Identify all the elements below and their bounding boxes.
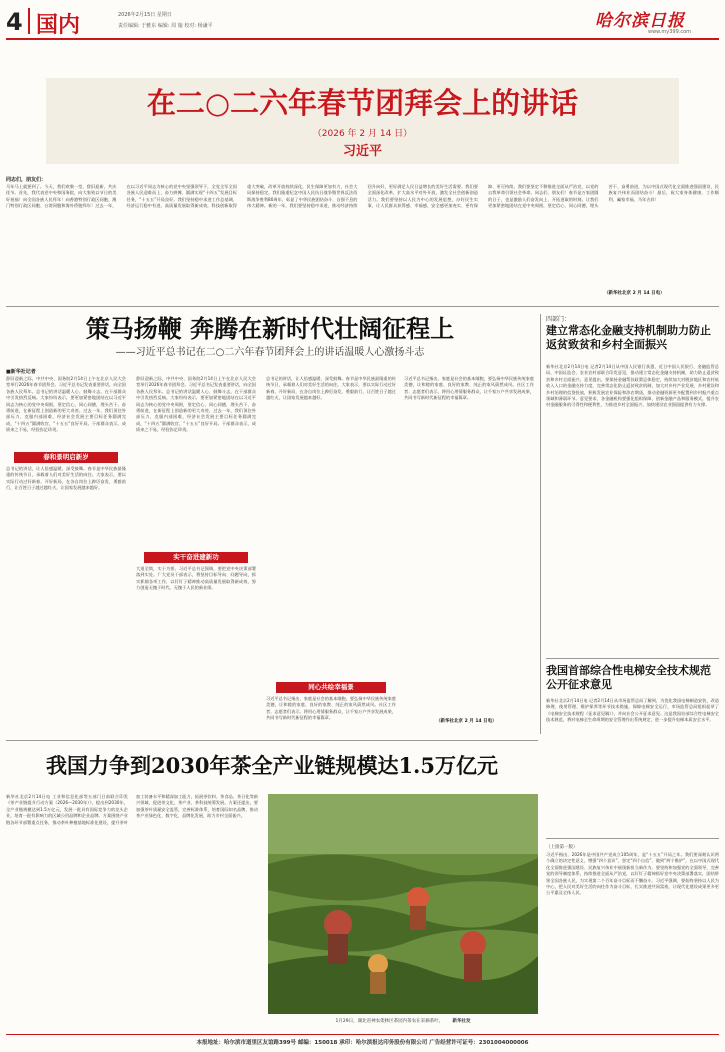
feature-subhead-3: 同心共绘幸福景 xyxy=(276,682,386,693)
feature-body: 辞旧迎新之际，中共中央、国务院2月14日上午在北京人民大会堂举行2026年春节团拜会。习近平总书记发表重要讲话，向全国各族人民拜年。总书记的讲话温暖人心、鼓舞斗志，在干部群众中引发热烈反响。大家纷纷表示，要更加紧密地团结在以习近平同志为核心的党中央周围，坚定信心、同心同德，埋头苦干、奋勇前进，在新征程上创造新的更大奇迹。过去一年，我们顶住外部压力、克服内部困难，经济社会发展主要目标任务圆满完成，“十四五”圆满收官，“十五五”良好开局。干部群众表示，成绩来之不易，经验弥足珍贵。 xyxy=(6,376,126,433)
masthead-logo: 哈尔滨日报 xyxy=(595,11,685,31)
elevator-body: 新华社北京2月14日电 记者2月14日从市场监管总局了解到，为优化我国电梯制造安装、改造修理、使用管理、维护保养等环节技术措施，保障电梯安全运行，市场监管总局组织起草了《电梯安全技术规程（征求意见稿）》，并向社会公开征求意见。这是我国首部综合性电梯安全技术规范，将对电梯全生命周期的安全管理作出系统规定，进一步提升电梯本质安全水平。 xyxy=(546,698,719,723)
lead-body: 马年马上就要到了。今天，我们欢聚一堂，辞旧迎新，共庆佳节。首先，我代表党中央和国务院，向大家致以节日的美好祝福！向全国各族人民拜年！向香港特别行政区同胞、澳门特别行政区同胞、台湾同胞和海外侨胞拜年！过去一年，在以习近平同志为核心的党中央坚强领导下，全党全军全国各族人民迎难而上、奋力拼搏，圆满实现“十四五”发展目标任务，“十五五”开局良好。我们坚持稳中求进工作总基调，经济运行稳中有进，高质量发展取得新成效，科技创新取得重大突破，改革开放持续深化，民生保障更加有力，社会大局保持稳定。我们隆重纪念中国人民抗日战争暨世界反法西斯战争胜利80周年，彰显了中华民族团结奋斗、自强不息的伟大精神。新的一年，我们要坚持稳中求进，推动经济持续回升向好，更好满足人民日益增长的美好生活需要。我们要全面深化改革，扩大高水平对外开放，激发全社会创新创造活力。我们要坚持以人民为中心的发展思想，办好民生实事，让人民群众获得感、幸福感、安全感更加充实、更有保障、更可持续。我们要坚定不移推进全面从严治党，以党的自我革命引领社会革命。同志们、朋友们！春节是万家团圆的日子，也是激励人们奋发向上、开拓进取的时刻。让我们更加紧密地团结在党中央周围，坚定信心、同心同德，埋头苦干、奋勇前进，为以中国式现代化全面推进强国建设、民族复兴伟业而团结奋斗！最后，祝大家身体健康、工作顺利、阖家幸福、马年吉祥！ xyxy=(6,184,719,209)
feature-sub3-body: 习近平总书记指出，家庭是社会的基本细胞，要弘扬中华民族传统家庭美德，让和睦的家庭、良好的家教、纯正的家风蔚然成风。社区工作者、志愿者们表示，将用心用情服务群众，让千家万户共享发展成果，共同书写新时代新征程的幸福篇章。 xyxy=(266,696,396,721)
footer-info: 本报地址：哈尔滨市道里区友谊路399号 邮编：150018 承印：哈尔滨报达印务股份有限公司 广告经营许可证号：2301004000006 xyxy=(196,1040,529,1046)
feature-article xyxy=(6,314,534,732)
caption-credit: 新华社发 xyxy=(452,1019,471,1024)
masthead-url: www.my399.com xyxy=(648,29,692,35)
page-header xyxy=(0,0,725,40)
tea-title: 我国力争到2030年茶全产业链规模达1.5万亿元 xyxy=(46,753,498,778)
feature-byline: ■新华社记者 xyxy=(6,369,36,375)
tea-article xyxy=(6,746,538,1030)
feature-subhead-1: 春和景明启新岁 xyxy=(14,452,118,463)
footer-rule xyxy=(6,1034,719,1035)
header-rule xyxy=(6,38,719,40)
feature-sub2-body: 大道至简，实干为要。习近平总书记强调，要把党中央决策部署落到实处。广大党员干部表示，将坚持目标导向、问题导向，抓实抓细各项工作，以钉钉子精神推动高质量发展取得新成效，努力创造无愧于时代、无愧于人民的新业绩。 xyxy=(136,566,256,591)
right-article-elevator xyxy=(546,664,719,834)
feature-title: 策马扬鞭 奔腾在新时代壮阔征程上 xyxy=(85,314,455,343)
right-column-divider xyxy=(540,314,541,734)
finance-body: 新华社北京2月14日电 记者2月14日从中国人民银行获悉，近日中国人民银行、金融监管总局、中国证监会、农业农村部联合印发意见，推动建立常态化金融支持机制，助力防止返贫致贫和乡村全面振兴。意见提出，要保持金融帮扶政策总体稳定，持续加大对脱贫地区和农村低收入人口的金融支持力度，完善常态化防止返贫致贫机制，加大对乡村产业发展、乡村建设和乡村治理的信贷投放，积极发展农业保险和涉农期货，推动金融资源更多配置到乡村振兴重点领域和薄弱环节。意见要求，各金融机构要强化组织保障，创新金融产品和服务模式，提升农村金融服务的可得性和便利性，为推进乡村全面振兴、加快建设农业强国提供有力支撑。 xyxy=(546,364,719,408)
right-divider-1 xyxy=(546,658,719,659)
finance-kicker: 四部门： xyxy=(546,316,571,323)
feature-subhead-2: 实干奋进建新功 xyxy=(144,552,248,563)
lead-date: （2026 年 2 月 14 日） xyxy=(312,129,413,139)
header-date: 2026年2月15日 星期日 xyxy=(118,12,172,18)
feature-col2-body: 辞旧迎新之际，中共中央、国务院2月14日上午在北京人民大会堂举行2026年春节团拜会。习近平总书记发表重要讲话，向全国各族人民拜年。总书记的讲话温暖人心、鼓舞斗志，在干部群众中引发热烈反响。大家纷纷表示，要更加紧密地团结在以习近平同志为核心的党中央周围，坚定信心、同心同德，埋头苦干、奋勇前进，在新征程上创造新的更大奇迹。过去一年，我们顶住外部压力、克服内部困难，经济社会发展主要目标任务圆满完成，“十四五”圆满收官，“十五五”良好开局。干部群众表示，成绩来之不易，经验弥足珍贵。 xyxy=(136,376,256,433)
tea-garden-photo xyxy=(268,794,538,1014)
tea-body: 新华社北京2月14日电 工业和信息化部等五部门日前联合印发《茶产业链提升行动方案（2026—2030年）》，提出到2030年，全产业链规模达到1.5万亿元，发展一批具有国际竞争力的龙头企业，培育一批有影响力的区域公用品牌和企业品牌。方案围绕产业链各环节部署重点任务，推动茶叶种植基地标准化建设，提升茶叶加工装备水平和精深加工能力，拓展茶饮料、茶食品、茶日化等新兴领域，促进茶文化、茶产业、茶科技统筹发展。方案还提出，要加强茶叶质量安全监管，完善标准体系，培育国际知名品牌，推动茶产业绿色化、数字化、品牌化发展，助力乡村全面振兴。 xyxy=(6,794,258,825)
finance-title: 建立常态化金融支持机制助力防止返贫致贫和乡村全面振兴 xyxy=(546,324,711,351)
continued-note: （上接第一版） xyxy=(546,845,578,850)
elevator-title: 我国首部综合性电梯安全技术规范公开征求意见 xyxy=(546,664,711,691)
lead-title: 在二○二六年春节团拜会上的讲话 xyxy=(146,86,579,120)
lead-greeting: 同志们，朋友们： xyxy=(6,177,47,183)
lead-divider xyxy=(6,306,719,307)
feature-sub1-body: 总书记的讲话，让人倍感温暖、深受鼓舞。春节是中华民族最隆重的传统节日，承载着人们对美好生活的向往。大家表示，要以实际行动过好新春、开好新局，在各自岗位上踔厉奋发、勇毅前行，让百姓日子越过越红火，让国家发展越来越好。 xyxy=(6,466,126,491)
continued-body: 习近平指出，2026年是中国共产党成立105周年，是“十五五”开局之年。我们要深刻认识两个确立的决定性意义，增强“四个意识”、坚定“四个自信”、做到“两个维护”，在以中国式现代化全面推进强国建设、民族复兴伟业中展现新担当新作为。要坚持和加强党的全面领导，完善党的领导制度体系，持续推进全面从严治党，以钉钉子精神抓好党中央决策部署落实，团结带领全国各族人民，为实现第二个百年奋斗目标而不懈奋斗。习近平强调，要始终坚持以人民为中心，把人民对美好生活的向往作为奋斗目标，扎实推进共同富裕，让现代化建设成果更多更公平惠及全体人民。 xyxy=(546,852,719,896)
feature-col4-body: 习近平总书记指出，家庭是社会的基本细胞，要弘扬中华民族传统家庭美德，让和睦的家庭、良好的家教、纯正的家风蔚然成风。社区工作者、志愿者们表示，将用心用情服务群众，让千家万户共享发展成果，共同书写新时代新征程的幸福篇章。 xyxy=(404,376,534,401)
right-divider-2 xyxy=(546,838,719,839)
lead-source: （新华社北京 2 月 14 日电） xyxy=(604,291,665,296)
feature-source: （新华社北京 2 月 14 日电） xyxy=(436,719,497,724)
page-number: 4 xyxy=(6,8,23,36)
right-article-continued xyxy=(546,844,719,1022)
feature-col3-body: 总书记的讲话，让人倍感温暖、深受鼓舞。春节是中华民族最隆重的传统节日，承载着人们对美好生活的向往。大家表示，要以实际行动过好新春、开好新局，在各自岗位上踔厉奋发、勇毅前行，让百姓日子越过越红火，让国家发展越来越好。 xyxy=(266,376,396,401)
tea-photo-caption xyxy=(268,1018,538,1024)
lead-author: 习近平 xyxy=(342,144,382,159)
header-divider xyxy=(28,8,30,34)
bottom-divider xyxy=(6,740,538,741)
tea-photo xyxy=(268,794,538,1014)
header-editors: 责任编辑: 于雅东 编辑: 周 璇 校对: 杨谦平 xyxy=(118,23,213,29)
right-article-finance xyxy=(546,314,719,654)
section-name: 国内 xyxy=(36,12,81,38)
caption-text: 1月29日，湖北省神农架林区茶园内茶农在采摘茶叶。 xyxy=(335,1019,444,1024)
lead-article xyxy=(6,48,719,298)
feature-subtitle: ——习近平总书记在二○二六年春节团拜会上的讲话温暖人心激扬斗志 xyxy=(115,347,425,358)
